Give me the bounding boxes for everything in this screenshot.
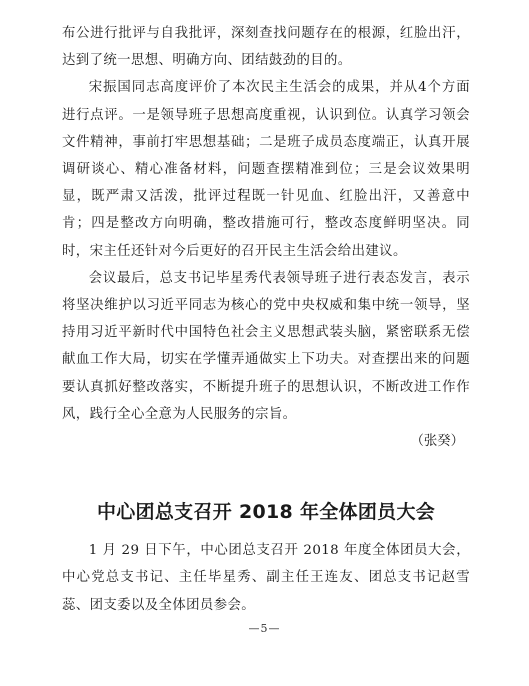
- paragraph-evaluation: 宋振国同志高度评价了本次民主生活会的成果，并从4个方面进行点评。一是领导班子思想高度重视，认识到位。认真学习领会文件精神，事前打牢思想基础；二是班子成员态度端正，认真开展调研谈心、精心准备材料，问题查摆精准到位；三是会议效果明显，既严肃又活泼，批评过程既一针见血、红脸出汗，又善意中肯；四是整改方向明确，整改措施可行，整改态度鲜明坚决。同时，宋主任还针对今后更好的召开民主生活会给出建议。: [62, 80, 470, 259]
- paragraph-closing-remarks: 会议最后，总支书记毕星秀代表领导班子进行表态发言，表示将坚决维护以习近平同志为核心的党中央权威和集中统一领导，坚持用习近平新时代中国特色社会主义思想武装头脑，紧密联系无偿献血工作大局，切实在学懂弄通做实上下功夫。对查摆出来的问题要认真抓好整改落实，不断提升班子的思想认识，不断改进工作作风，践行全心全意为人民服务的宗旨。: [62, 270, 470, 422]
- document-page: [62, 20, 470, 619]
- paragraph-league-meeting: 1 月 29 日下午，中心团总支召开 2018 年度全体团员大会，中心党总支书记、主任毕星秀、副主任王连友、团总支书记赵雪蕊、团支委以及全体团员参会。: [62, 543, 470, 613]
- page-number: —5—: [248, 622, 281, 635]
- section-heading: 中心团总支召开 2018 年全体团员大会: [96, 501, 436, 524]
- author-byline: （张癸）: [410, 434, 464, 450]
- paragraph-continuation: 布公进行批评与自我批评，深刻查找问题存在的根源，红脸出汗，达到了统一思想、明确方向、团结鼓劲的目的。: [62, 26, 470, 69]
